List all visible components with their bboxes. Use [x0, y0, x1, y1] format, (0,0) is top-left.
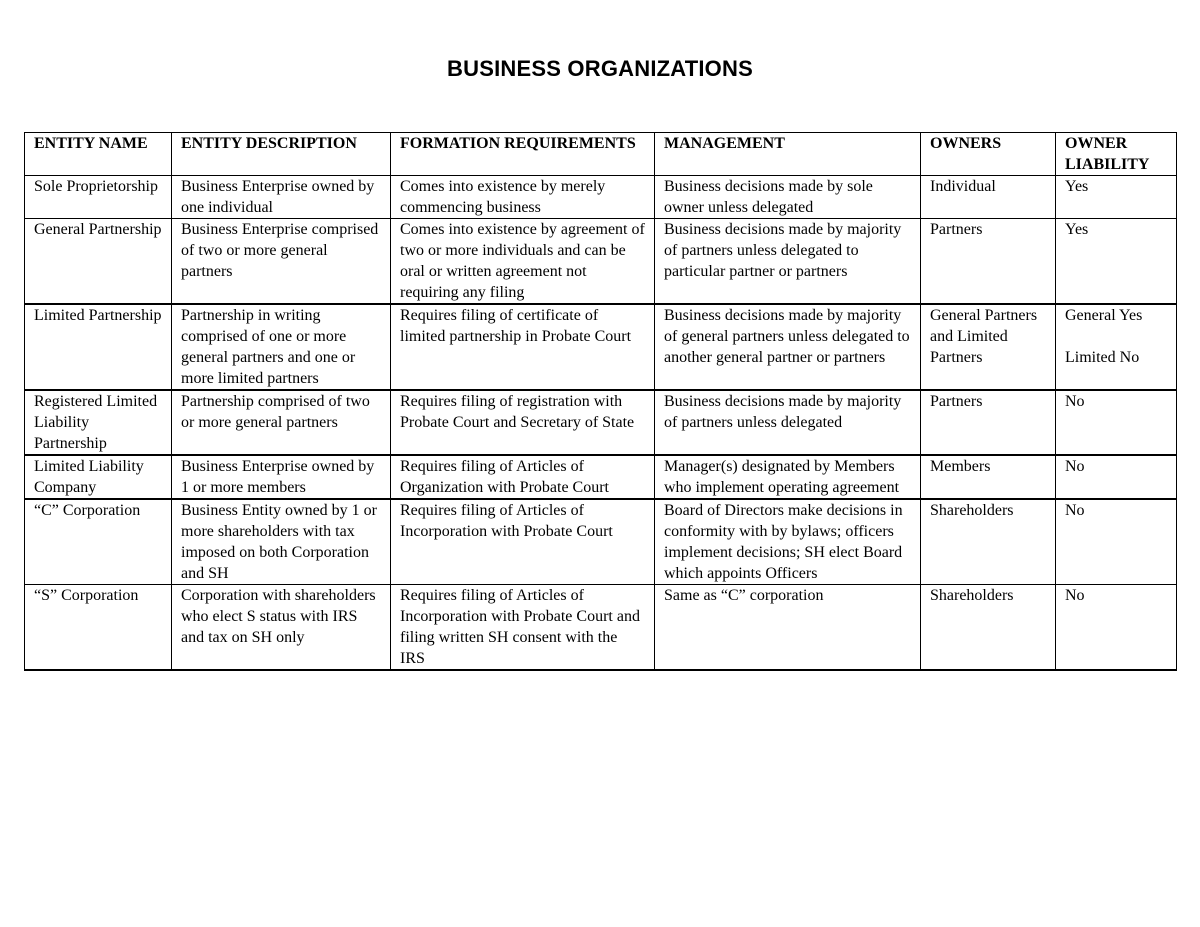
- cell-entity-description: Business Entity owned by 1 or more shareholders with tax imposed on both Corporation and SH: [172, 499, 391, 585]
- cell-entity-description: Partnership in writing comprised of one or more general partners and one or more limited partners: [172, 304, 391, 390]
- cell-entity-name: “S” Corporation: [25, 585, 172, 671]
- table-row-s-corporation: [25, 585, 1177, 671]
- cell-entity-name: General Partnership: [25, 219, 172, 305]
- cell-owners: General Partners and Limited Partners: [921, 304, 1056, 390]
- cell-management: Same as “C” corporation: [655, 585, 921, 671]
- table-row-general-partnership: [25, 219, 1177, 305]
- cell-management: Business decisions made by majority of general partners unless delegated to another general partner or partners: [655, 304, 921, 390]
- cell-entity-description: Business Enterprise owned by one individual: [172, 176, 391, 219]
- cell-management: Business decisions made by majority of partners unless delegated to particular partner or partners: [655, 219, 921, 305]
- cell-entity-name: Sole Proprietorship: [25, 176, 172, 219]
- owner-liability-limited: Limited No: [1065, 349, 1140, 366]
- cell-owner-liability: No: [1056, 499, 1177, 585]
- cell-owners: Members: [921, 455, 1056, 499]
- table-row-registered-llp: [25, 390, 1177, 455]
- cell-entity-name: Registered Limited Liability Partnership: [25, 390, 172, 455]
- cell-formation-requirements: Requires filing of certificate of limited partnership in Probate Court: [391, 304, 655, 390]
- cell-formation-requirements: Requires filing of Articles of Incorporation with Probate Court and filing written SH consent with the IRS: [391, 585, 655, 671]
- cell-owner-liability: [1056, 304, 1177, 390]
- table-row-c-corporation: [25, 499, 1177, 585]
- cell-entity-description: Business Enterprise comprised of two or more general partners: [172, 219, 391, 305]
- cell-owner-liability: Yes: [1056, 176, 1177, 219]
- cell-management: Board of Directors make decisions in conformity with by bylaws; officers implement decisions; SH elect Board which appoints Officers: [655, 499, 921, 585]
- cell-owners: Individual: [921, 176, 1056, 219]
- header-entity-name: ENTITY NAME: [25, 133, 172, 176]
- cell-formation-requirements: Comes into existence by agreement of two or more individuals and can be oral or written agreement not requiring any filing: [391, 219, 655, 305]
- cell-owners: Partners: [921, 219, 1056, 305]
- cell-entity-name: Limited Partnership: [25, 304, 172, 390]
- owner-liability-general: General Yes: [1065, 307, 1143, 324]
- cell-owner-liability: Yes: [1056, 219, 1177, 305]
- cell-entity-name: “C” Corporation: [25, 499, 172, 585]
- header-formation-requirements: FORMATION REQUIREMENTS: [391, 133, 655, 176]
- cell-formation-requirements: Requires filing of Articles of Incorporation with Probate Court: [391, 499, 655, 585]
- liability-spacer: [1065, 326, 1168, 347]
- cell-management: Business decisions made by sole owner unless delegated: [655, 176, 921, 219]
- cell-entity-description: Business Enterprise owned by 1 or more members: [172, 455, 391, 499]
- cell-management: Business decisions made by majority of partners unless delegated: [655, 390, 921, 455]
- cell-owner-liability: No: [1056, 585, 1177, 671]
- cell-entity-description: Partnership comprised of two or more general partners: [172, 390, 391, 455]
- header-owner-liability: OWNER LIABILITY: [1056, 133, 1177, 176]
- cell-formation-requirements: Comes into existence by merely commencing business: [391, 176, 655, 219]
- business-organizations-table: [24, 132, 1177, 671]
- table-row-sole-proprietorship: [25, 176, 1177, 219]
- cell-management: Manager(s) designated by Members who implement operating agreement: [655, 455, 921, 499]
- header-owners: OWNERS: [921, 133, 1056, 176]
- cell-owner-liability: No: [1056, 455, 1177, 499]
- cell-entity-description: Corporation with shareholders who elect S status with IRS and tax on SH only: [172, 585, 391, 671]
- cell-owner-liability: No: [1056, 390, 1177, 455]
- cell-entity-name: Limited Liability Company: [25, 455, 172, 499]
- cell-formation-requirements: Requires filing of registration with Probate Court and Secretary of State: [391, 390, 655, 455]
- cell-owners: Shareholders: [921, 585, 1056, 671]
- header-entity-description: ENTITY DESCRIPTION: [172, 133, 391, 176]
- table-header-row: [25, 133, 1177, 176]
- table-row-llc: [25, 455, 1177, 499]
- cell-owners: Shareholders: [921, 499, 1056, 585]
- page-title: BUSINESS ORGANIZATIONS: [447, 56, 753, 81]
- cell-formation-requirements: Requires filing of Articles of Organization with Probate Court: [391, 455, 655, 499]
- cell-owners: Partners: [921, 390, 1056, 455]
- table-row-limited-partnership: [25, 304, 1177, 390]
- header-management: MANAGEMENT: [655, 133, 921, 176]
